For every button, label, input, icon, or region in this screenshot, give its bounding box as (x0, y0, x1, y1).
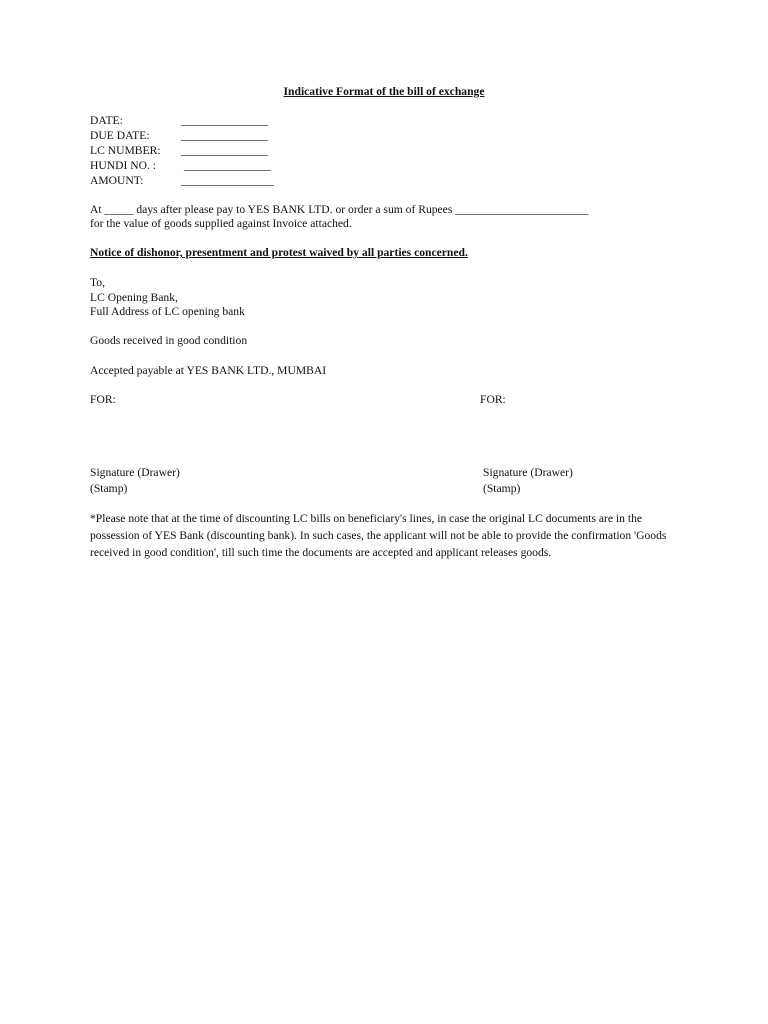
dishonor-notice: Notice of dishonor, presentment and protest waived by all parties concerned. (90, 246, 468, 259)
payment-line-1: At _____ days after please pay to YES BANK LTD. or order a sum of Rupees _______________________ (90, 203, 589, 216)
signature-right: Signature (Drawer) (483, 466, 573, 479)
for-left-label: FOR: (90, 393, 116, 406)
stamp-right: (Stamp) (483, 482, 521, 495)
amount-label: AMOUNT: (90, 174, 144, 187)
date-label: DATE: (90, 114, 123, 127)
payment-line-2: for the value of goods supplied against Invoice attached. (90, 217, 352, 230)
footnote: *Please note that at the time of discounting LC bills on beneficiary's lines, in case the original LC documents are in the possession of YES Bank (discounting bank). In such cases, the applicant will not be able to provide the confirmation 'Goods received in good condition', till such time the documents are accepted and applicant releases goods. (90, 512, 667, 559)
due-date-label: DUE DATE: (90, 129, 150, 142)
due-date-field[interactable]: _______________ (181, 129, 268, 142)
date-field[interactable]: _______________ (181, 114, 268, 127)
address-bank: LC Opening Bank, (90, 291, 178, 304)
address-full: Full Address of LC opening bank (90, 305, 245, 318)
lc-number-label: LC NUMBER: (90, 144, 161, 157)
lc-number-field[interactable]: _______________ (181, 144, 268, 157)
for-right-label: FOR: (480, 393, 506, 406)
signature-left: Signature (Drawer) (90, 466, 180, 479)
amount-field[interactable]: ________________ (181, 174, 274, 187)
goods-received-text: Goods received in good condition (90, 334, 248, 347)
document-title: Indicative Format of the bill of exchange (283, 85, 485, 98)
hundi-no-label: HUNDI NO. : (90, 159, 157, 172)
hundi-no-field[interactable]: _______________ (181, 159, 271, 172)
stamp-left: (Stamp) (90, 482, 128, 495)
accepted-payable-text: Accepted payable at YES BANK LTD., MUMBAI (90, 364, 327, 377)
address-to: To, (90, 276, 105, 289)
